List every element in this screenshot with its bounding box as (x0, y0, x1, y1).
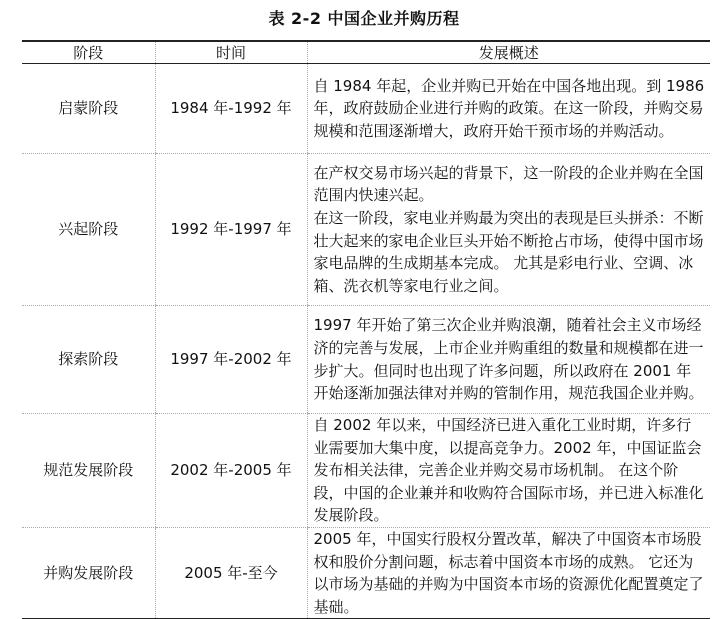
table-row (22, 306, 710, 414)
stage-cell: 并购发展阶段 (22, 527, 155, 618)
stage-cell: 启蒙阶段 (22, 64, 155, 154)
description-cell: 1997 年开始了第三次企业并购浪潮，随着社会主义市场经济的完善与发展，上市企业并购重组的数量和规模都在进一步扩大。但同时也出现了许多问题，所以政府在 2001 年开始逐渐加强法律对并购的管制作用，规范我国企业并购。 (307, 306, 710, 414)
stage-cell: 规范发展阶段 (22, 414, 155, 528)
stage-cell: 探索阶段 (22, 306, 155, 414)
description-cell: 在产权交易市场兴起的背景下，这一阶段的企业并购在全国范围内快速兴起。 在这一阶段，家电业并购最为突出的表现是巨头拼杀：不断壮大起来的家电企业巨头开始不断抢占市场，使得中国市场家电品牌的生成期基本完成。 尤其是彩电行业、空调、冰箱、洗衣机等家电行业之间。 (307, 154, 710, 306)
table-header-row (22, 41, 710, 64)
period-cell: 1984 年-1992 年 (155, 64, 307, 154)
header-stage: 阶段 (22, 41, 155, 64)
table-row (22, 154, 710, 306)
header-period: 时间 (155, 41, 307, 64)
description-cell: 自 1984 年起，企业并购已开始在中国各地出现。到 1986 年，政府鼓励企业进行并购的政策。在这一阶段，并购交易规模和范围逐渐增大，政府开始干预市场的并购活动。 (307, 64, 710, 154)
description-cell: 自 2002 年以来，中国经济已进入重化工业时期，许多行业需要加大集中度，以提高竞争力。2002 年，中国证监会发布相关法律，完善企业并购交易市场机制。 在这个阶段，中国的企业兼并和收购符合国际市场，并已进入标准化发展阶段。 (307, 414, 710, 528)
period-cell: 2005 年-至今 (155, 527, 307, 618)
table-row (22, 414, 710, 528)
table-caption: 表 2-2 中国企业并购历程 (268, 9, 460, 28)
table-row (22, 527, 710, 618)
period-cell: 1997 年-2002 年 (155, 306, 307, 414)
period-cell: 2002 年-2005 年 (155, 414, 307, 528)
header-description: 发展概述 (307, 41, 710, 64)
description-cell: 2005 年，中国实行股权分置改革，解决了中国资本市场股权和股价分割问题，标志着中国资本市场的成熟。 它还为以市场为基础的并购为中国资本市场的资源优化配置奠定了基础。 (307, 527, 710, 618)
stage-cell: 兴起阶段 (22, 154, 155, 306)
merger-history-table (22, 40, 710, 619)
table-row (22, 64, 710, 154)
period-cell: 1992 年-1997 年 (155, 154, 307, 306)
